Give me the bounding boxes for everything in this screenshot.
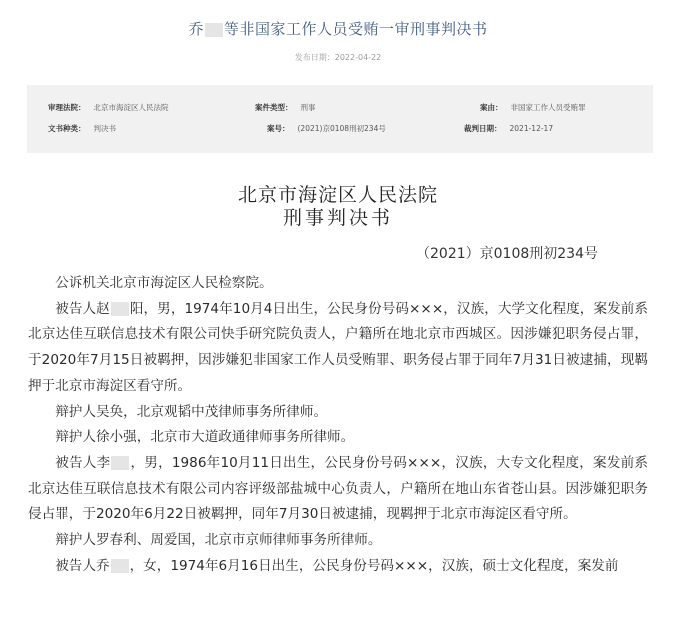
meta-row: [27, 123, 653, 137]
publish-date: 发布日期：2022-04-22: [294, 53, 382, 62]
paragraph-defendant-3: [28, 554, 648, 580]
defendant-3-text: ，女，1974年6月16日出生，公民身份号码×××，汉族，硕士文化程度，案发前: [129, 557, 619, 574]
meta-court-value: 北京市海淀区人民法院: [93, 103, 169, 112]
paragraph-counsel-3: 辩护人罗春利、周爱国，北京市京师律师事务所律师。: [55, 532, 382, 549]
redaction-mask: [111, 559, 129, 573]
paragraph-defendant-1: [28, 297, 648, 400]
judgment-body: [28, 271, 648, 579]
meta-case-type-value: 刑事: [300, 103, 316, 112]
meta-doc-kind: [48, 123, 116, 134]
title-prefix: 乔: [188, 20, 204, 38]
defendant-2-text: ，男，1986年10月11日出生，公民身份号码×××，汉族，大专文化程度，案发前系北京达佳互联信息技术有限公司内容评级部盐城中心负责人，户籍所在地山东省苍山县。因涉嫌犯职务侵占罪，于2020年6月22日被羁押，同年7月30日被逮捕，现羁押于北京市海淀区看守所。: [28, 454, 648, 523]
paragraph-counsel-2: 辩护人徐小强，北京市大道政通律师事务所律师。: [55, 429, 355, 446]
defendant-2-name: 被告人李: [55, 454, 111, 471]
meta-case-no-label: 案号：: [267, 124, 290, 133]
meta-cause-label: 案由：: [480, 103, 503, 112]
meta-case-type-label: 案件类型：: [255, 103, 293, 112]
case-number: （2021）京0108刑初234号: [416, 246, 598, 262]
meta-judge-date: [464, 123, 553, 134]
meta-case-no: [267, 123, 386, 134]
meta-court-label: 审理法院：: [48, 103, 86, 112]
meta-court: [48, 102, 169, 113]
paragraph-defendant-2: [28, 451, 648, 528]
paragraph-prosecutor: 公诉机关北京市海淀区人民检察院。: [55, 275, 273, 291]
document-type-heading: 刑事判决书: [282, 207, 393, 229]
meta-cause: [480, 102, 586, 113]
meta-doc-kind-label: 文书种类：: [48, 124, 86, 133]
meta-row: [27, 102, 653, 116]
paragraph-counsel-1: 辩护人吴奂，北京观韬中茂律师事务所律师。: [55, 403, 328, 420]
meta-doc-kind-value: 判决书: [93, 124, 116, 133]
redaction-mask: [111, 456, 129, 470]
defendant-1-name: 被告人赵: [55, 300, 110, 317]
defendant-3-name: 被告人乔: [55, 557, 110, 574]
redaction-mask: [205, 23, 223, 37]
meta-case-type: [255, 102, 316, 113]
meta-cause-value: 非国家工作人员受贿罪: [510, 103, 586, 112]
court-name-heading: 北京市海淀区人民法院: [237, 184, 438, 206]
title-suffix: 等非国家工作人员受贿一审刑事判决书: [224, 20, 488, 38]
meta-judge-date-value: 2021-12-17: [509, 124, 554, 133]
meta-judge-date-label: 裁判日期：: [464, 124, 502, 133]
case-meta-panel: [27, 85, 653, 153]
document-title: [0, 18, 676, 39]
meta-case-no-value: (2021)京0108刑初234号: [297, 124, 386, 133]
redaction-mask: [111, 302, 129, 316]
defendant-1-text: 阳，男，1974年10月4日出生，公民身份号码×××，汉族，大学文化程度，案发前系北京达佳互联信息技术有限公司快手研究院负责人，户籍所在地北京市西城区。因涉嫌犯职务侵占罪，于2020年7月15日被羁押，因涉嫌犯非国家工作人员受贿罪、职务侵占罪于同年7月31日被逮捕，现羁押于北京市海淀区看守所。: [28, 300, 649, 394]
